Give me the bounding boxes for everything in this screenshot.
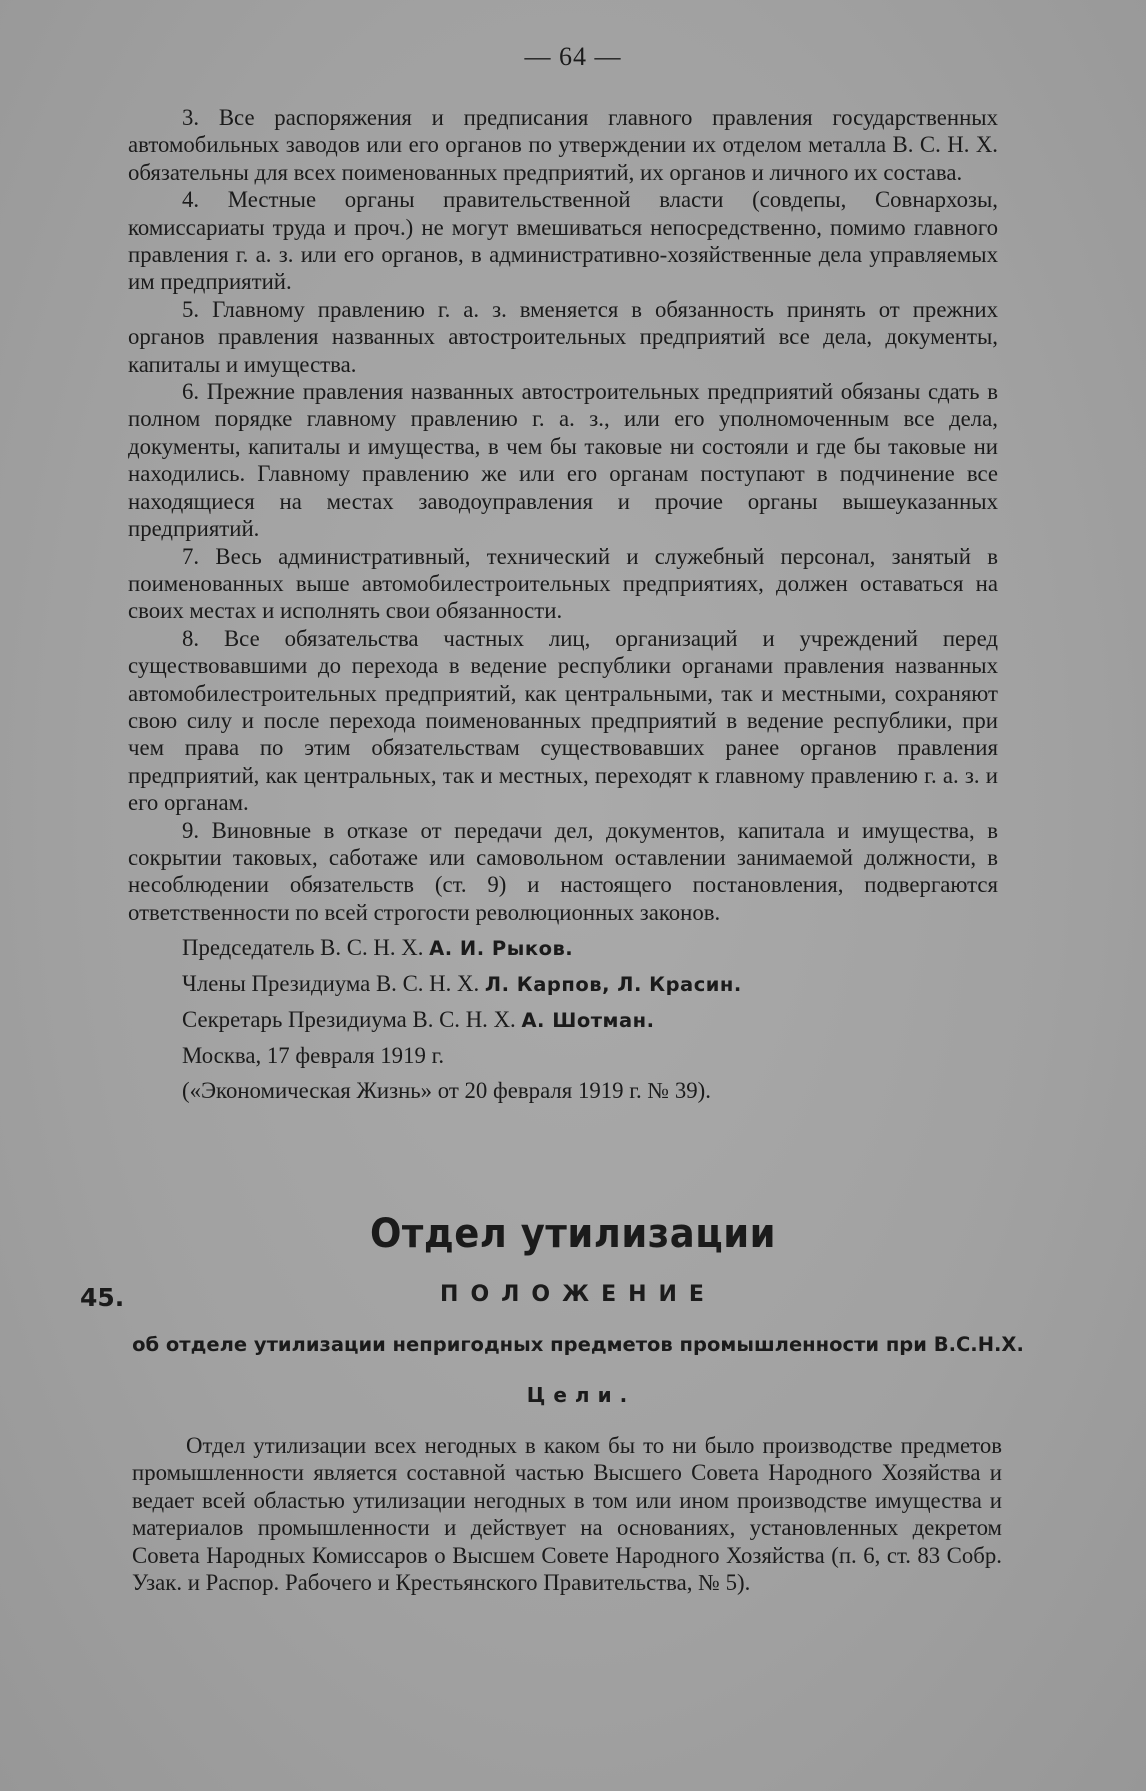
paragraph-3: 3. Все распоряжения и предписания главного правления государственных автомобильных заводов или его органов по утверждении их отделом металла В. С. Н. Х. обязательны для всех поименованных предприятий, их органов и личного их состава. — [128, 105, 998, 185]
paragraph-4: 4. Местные органы правительственной власти (совдепы, Совнархозы, комиссариаты труда и проч.) не могут вмешиваться непосредственно, помимо главного правления г. а. з. или его органов, в административно-хозяйственные дела управляемых им предприятий. — [128, 187, 998, 295]
page-number: — 64 — — [524, 42, 622, 71]
goals-paragraph: Отдел утилизации всех негодных в каком бы то ни было производстве предметов промышленности является составной частью Высшего Совета Народного Хозяйства и ведает всей областью утилизации негодных в том или ином производстве имущества и материалов промышленности и действует на основаниях, установленных декретом Совета Народных Комиссаров о Высшем Совете Народного Хозяйства (п. 6, ст. 83 Собр. Узак. и Распор. Рабочего и Крестьянского Правительства, № 5). — [132, 1433, 1002, 1596]
goals-text — [132, 1432, 1002, 1596]
goals-heading: Цели. — [526, 1383, 636, 1407]
signature-title: Председатель В. С. Н. Х. — [182, 935, 430, 961]
paragraph-8: 8. Все обязательства частных лиц, организаций и учреждений перед существовавшими до перехода в ведение республики органами правления названных автомобилестроительных предприятий, как центральными, так и местными, сохраняют свою силу и после перехода поименованных предприятий в ведение республики, при чем права по этим обязательствам существовавших ранее органов правления предприятий, как центральных, так и местных, переходят к главному правлению г. а. з. и его органам. — [128, 625, 998, 816]
signature-title: Секретарь Президиума В. С. Н. Х. — [182, 1007, 522, 1033]
section-heading: Отдел утилизации — [369, 1210, 777, 1257]
signature-title: Члены Президиума В. С. Н. Х. — [182, 971, 485, 997]
paragraph-5: 5. Главному правлению г. а. з. вменяется в обязанность принять от прежних органов правления названных автостроительных предприятий все дела, документы, капиталы и имущества. — [128, 296, 998, 377]
signature-name: Л. Карпов, Л. Красин. — [484, 973, 742, 997]
source-citation: («Экономическая Жизнь» от 20 февраля 1919 г. № 39). — [182, 1078, 711, 1104]
signature-name: А. Шотман. — [521, 1009, 655, 1033]
document-number: 45. — [80, 1283, 125, 1312]
signature-members — [182, 966, 998, 1002]
paragraph-6: 6. Прежние правления названных автостроительных предприятий обязаны сдать в полном порядке главному правлению г. а. з., или его уполномоченным все дела, документы, капиталы и имущества, в чем бы таковые ни состояли и где бы таковые ни находились. Главному правлению же или его органам поступают в подчинение все находящиеся на местах заводоуправления и прочие органы вышеуказанных предприятий. — [128, 379, 998, 542]
document-subtitle: об отделе утилизации непригодных предметов промышленности при В.С.Н.Х. — [132, 1333, 1024, 1356]
signature-secretary — [182, 1002, 998, 1038]
document-type: ПОЛОЖЕНИЕ — [440, 1282, 716, 1307]
place-date: Москва, 17 февраля 1919 г. — [182, 1043, 445, 1069]
signature-chairman — [182, 930, 998, 966]
decree-text — [128, 104, 998, 1108]
signature-name: А. И. Рыков. — [429, 937, 574, 961]
paragraph-9: 9. Виновные в отказе от передачи дел, документов, капитала и имущества, в сокрытии таковых, саботаже или самовольном оставлении занимаемой должности, в несоблюдении обязательств (ст. 9) и настоящего постановления, подвергаются ответственности по всей строгости революционных законов. — [128, 817, 998, 925]
signatures-block — [182, 930, 998, 1108]
paragraph-7: 7. Весь административный, технический и служебный персонал, занятый в поименованных выше автомобилестроительных предприятиях, должен оставаться на своих местах и исполнять свои обязанности. — [128, 543, 998, 624]
